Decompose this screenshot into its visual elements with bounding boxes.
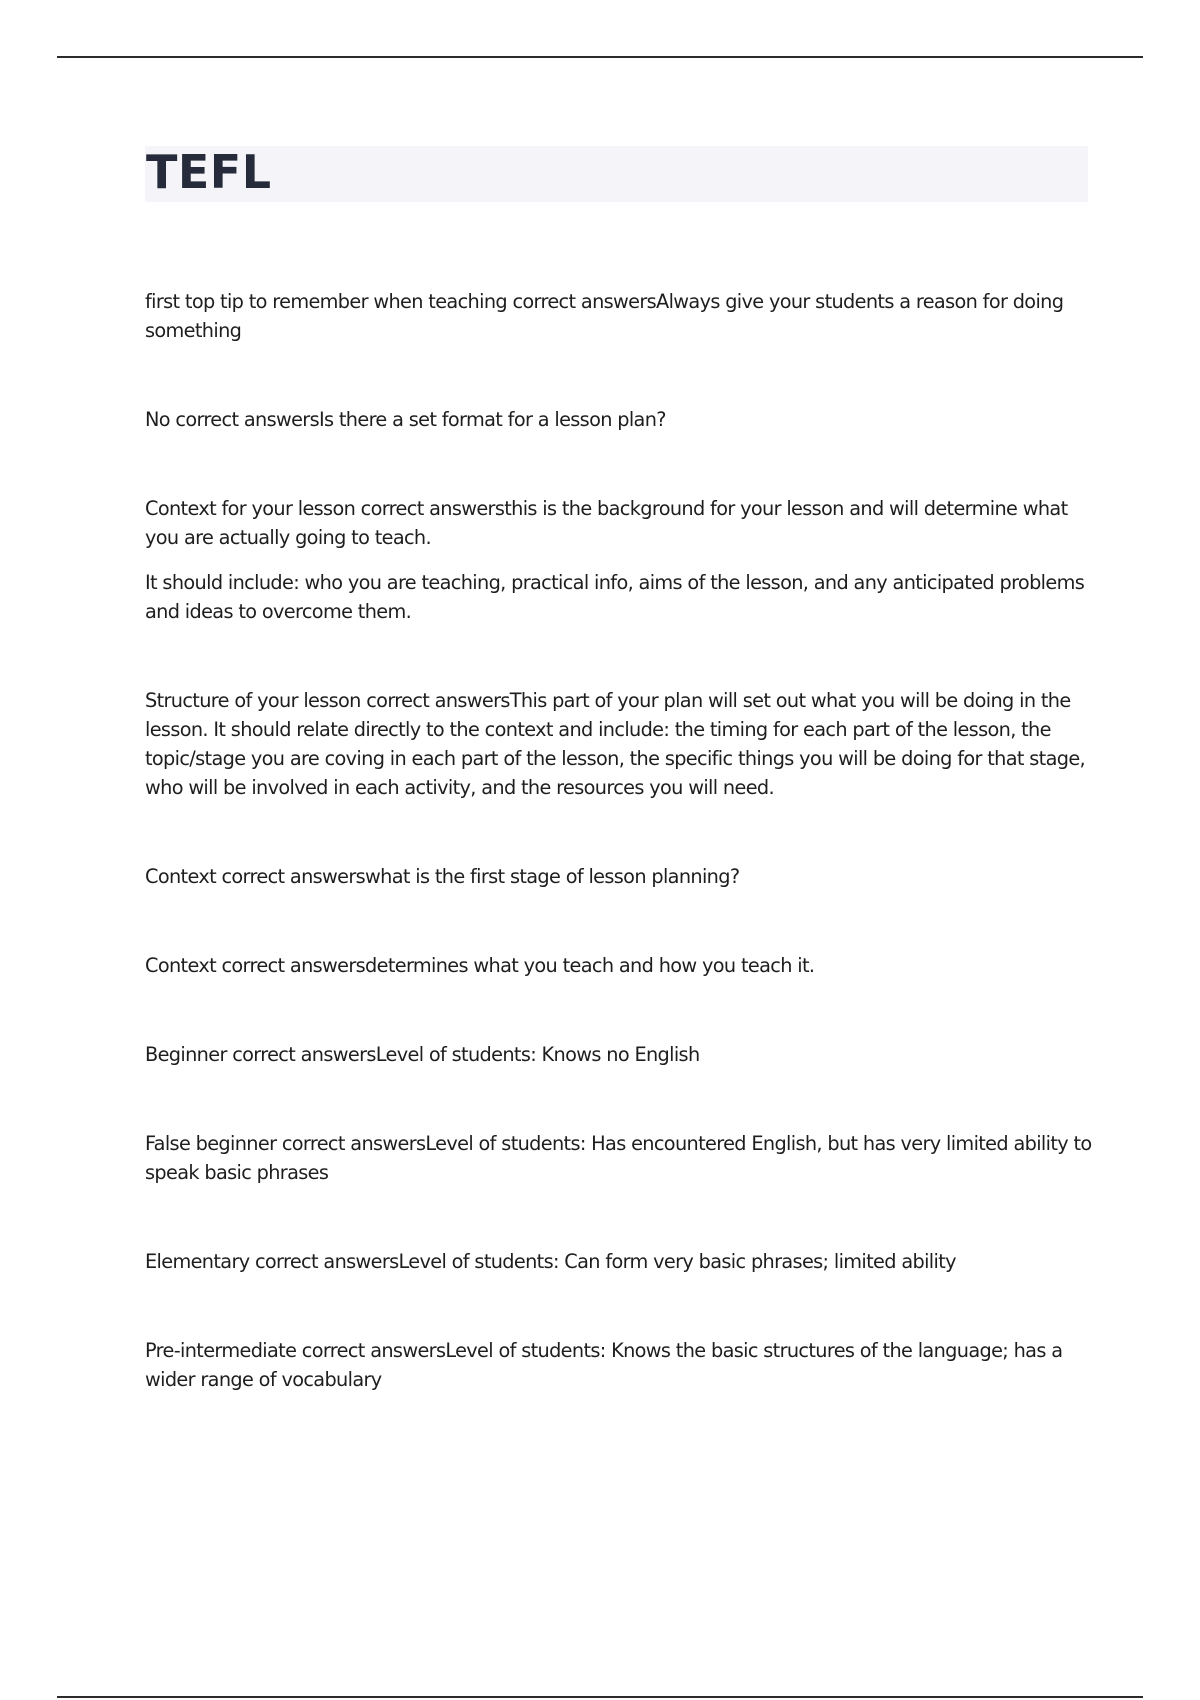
qa-entry bbox=[145, 1247, 1093, 1276]
qa-entry bbox=[145, 405, 1093, 434]
title-band bbox=[145, 146, 1088, 202]
qa-paragraph: No correct answersIs there a set format for a lesson plan? bbox=[145, 408, 666, 431]
qa-paragraph: Structure of your lesson correct answersThis part of your plan will set out what you will be doing in the lesson. It should relate directly to the context and include: the timing for each part of the lesson, the topic/stage you are coving in each part of the lesson, the specific things you will be doing for that stage, who will be involved in each activity, and the resources you will need. bbox=[145, 689, 1086, 799]
qa-paragraph: Beginner correct answersLevel of students: Knows no English bbox=[145, 1043, 700, 1066]
qa-paragraph: Context correct answerswhat is the first stage of lesson planning? bbox=[145, 865, 740, 888]
qa-paragraph: first top tip to remember when teaching correct answersAlways give your students a reason for doing something bbox=[145, 290, 1064, 342]
qa-paragraph: Context correct answersdetermines what you teach and how you teach it. bbox=[145, 954, 815, 977]
page-title: TEFL bbox=[146, 145, 272, 199]
qa-paragraph: Pre-intermediate correct answersLevel of students: Knows the basic structures of the language; has a wider range of vocabulary bbox=[145, 1339, 1063, 1391]
qa-entry bbox=[145, 1040, 1093, 1069]
qa-entry bbox=[145, 494, 1093, 626]
qa-entry bbox=[145, 951, 1093, 980]
qa-paragraph: False beginner correct answersLevel of students: Has encountered English, but has very limited ability to speak basic phrases bbox=[145, 1132, 1092, 1184]
qa-entry bbox=[145, 1336, 1093, 1394]
qa-paragraph: Elementary correct answersLevel of students: Can form very basic phrases; limited ability bbox=[145, 1250, 956, 1273]
qa-entry bbox=[145, 686, 1093, 802]
qa-entry bbox=[145, 287, 1093, 345]
qa-entry bbox=[145, 862, 1093, 891]
qa-entry bbox=[145, 1129, 1093, 1187]
document-body bbox=[145, 287, 1093, 1454]
footer-rule bbox=[57, 1696, 1143, 1698]
qa-paragraph: It should include: who you are teaching, practical info, aims of the lesson, and any anticipated problems and ideas to overcome them. bbox=[145, 571, 1085, 623]
qa-paragraph: Context for your lesson correct answersthis is the background for your lesson and will determine what you are actually going to teach. bbox=[145, 497, 1068, 549]
header-rule bbox=[57, 56, 1143, 58]
